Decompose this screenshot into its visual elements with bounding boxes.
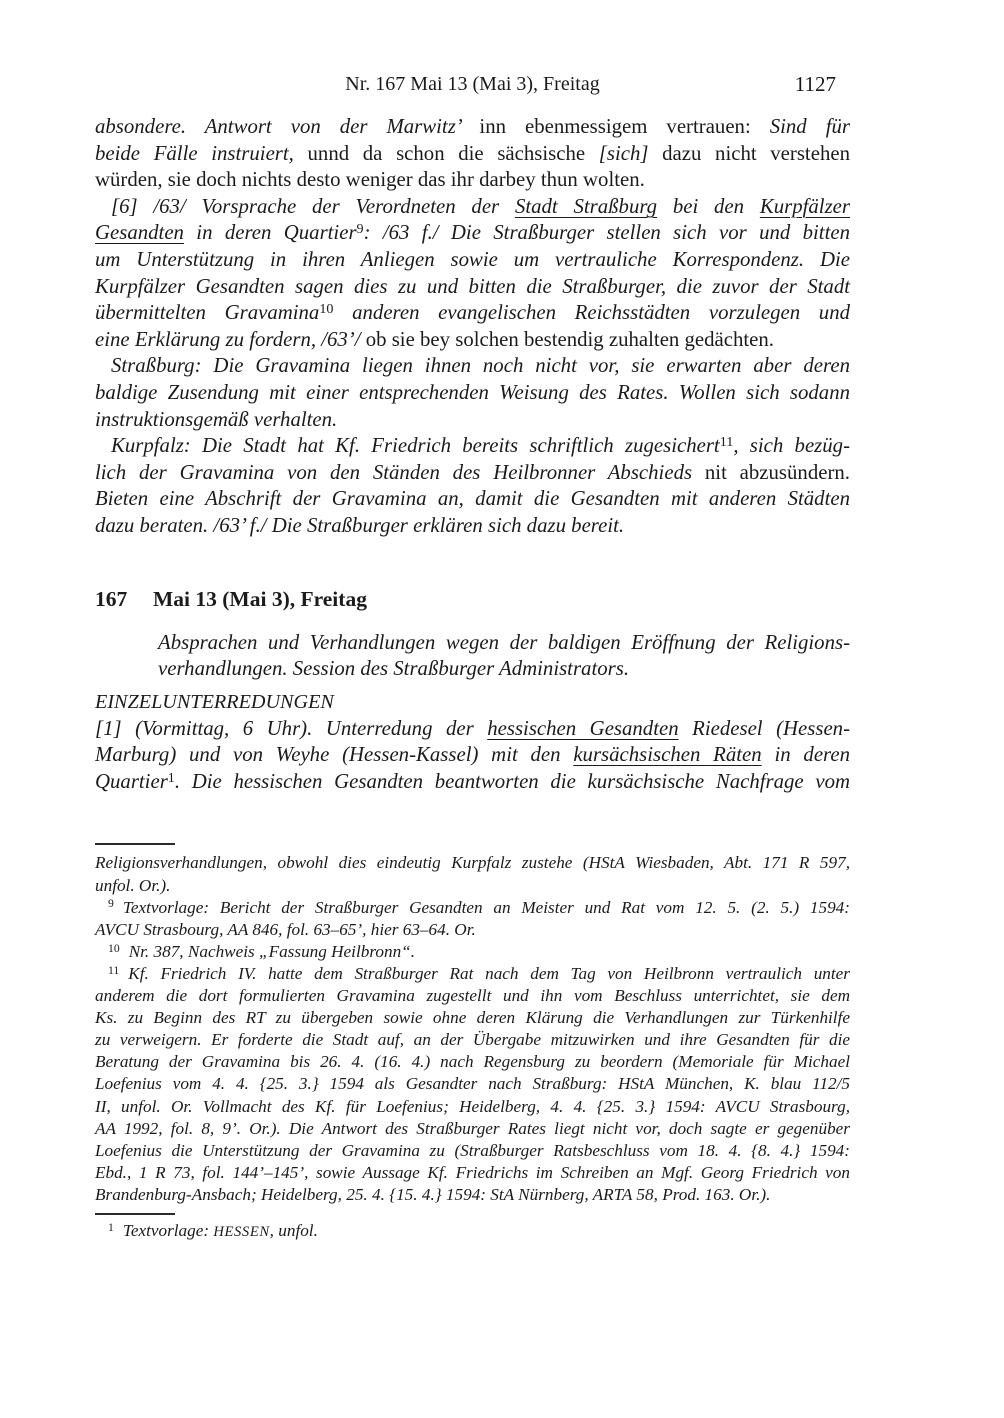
text-run: Kurpfälzer bbox=[759, 194, 850, 218]
text-run: baldige Zusendung mit einer entsprechenden Weisung des Rates. Wollen sich sodann bbox=[95, 380, 850, 404]
body-paragraph-2 bbox=[95, 194, 850, 354]
text-run: in deren Quartier bbox=[183, 221, 357, 245]
text-line bbox=[95, 274, 850, 301]
text-run: [1] (Vormittag, 6 Uhr). Unterredung der bbox=[95, 716, 488, 740]
text-run: unnd da schon die sächsische bbox=[307, 141, 599, 165]
text-line bbox=[95, 1220, 850, 1243]
text-run: Bieten eine Abschrift der Gravamina an, damit die Gesandten mit anderen Städten bbox=[95, 487, 850, 511]
entry-summary bbox=[95, 630, 850, 683]
text-line bbox=[95, 407, 850, 434]
text-line bbox=[95, 1162, 850, 1184]
text-line bbox=[158, 630, 850, 657]
text-run: [sich] bbox=[598, 141, 663, 165]
text-line bbox=[95, 1073, 850, 1095]
running-title: Nr. 167 Mai 13 (Mai 3), Freitag bbox=[345, 73, 600, 95]
entry-number: 167 bbox=[95, 586, 128, 611]
footnote-separator bbox=[95, 843, 175, 845]
text-run: Kurpfälzer Gesandten sagen dies zu und bitten die Straßburger, die zuvor der Stadt bbox=[95, 274, 850, 298]
text-line bbox=[95, 353, 850, 380]
footnote-reference: 1 bbox=[108, 1220, 114, 1234]
footnote-continuation bbox=[95, 852, 850, 896]
text-run: eine Erklärung zu fordern, /63’/ bbox=[95, 327, 366, 351]
text-run: würden, sie doch nichts desto weniger das ihr darbey thun wolten. bbox=[95, 168, 645, 192]
footnote-reference: 11 bbox=[719, 433, 734, 450]
text-run: Textvorlage: Bericht der Straßburger Gesandten an Meister und Rat vom 12. 5. (2. 5.) 1594: bbox=[122, 897, 850, 917]
text-run: bei den bbox=[657, 194, 760, 218]
text-run: unfol. Or.). bbox=[95, 875, 171, 895]
text-run: II, unfol. Or. Vollmacht des Kf. für Loefenius; Heidelberg, 4. 4. {25. 3.} 1594: AVCU Strasbourg, bbox=[95, 1096, 850, 1116]
text-line bbox=[95, 194, 850, 221]
footnote-11 bbox=[95, 963, 850, 1206]
text-line bbox=[95, 1007, 850, 1029]
text-line bbox=[95, 513, 850, 540]
text-line bbox=[95, 919, 850, 941]
text-line bbox=[95, 769, 850, 796]
text-line bbox=[95, 167, 850, 194]
text-run: AA 1992, fol. 8, 9’. Or.). Die Antwort des Straßburger Rates liegt nicht vor, doch sagte er gegenüber bbox=[95, 1118, 850, 1138]
text-line bbox=[95, 1051, 850, 1073]
text-run: kursächsischen Räten bbox=[573, 743, 762, 767]
text-line bbox=[95, 716, 850, 743]
text-line bbox=[95, 1140, 850, 1162]
entry-title: Mai 13 (Mai 3), Freitag bbox=[153, 586, 367, 611]
text-run: Religionsverhandlungen, obwohl dies eindeutig Kurpfalz zustehe (HStA Wiesbaden, Abt. 171 R 597, bbox=[95, 853, 850, 873]
text-run: AVCU Strasbourg, AA 846, fol. 63–65’, hier 63–64. Or. bbox=[95, 919, 476, 939]
text-run: Stadt Straßburg bbox=[514, 194, 658, 218]
text-line bbox=[95, 1118, 850, 1140]
text-line bbox=[95, 220, 850, 247]
text-run: anderem die dort formulierten Gravamina zugestellt und ihn vom Beschluss unterrichtet, sie dem bbox=[95, 986, 850, 1006]
text-run: hessischen Gesandten bbox=[487, 716, 679, 740]
main-text bbox=[95, 114, 850, 795]
text-run: : bbox=[744, 115, 770, 138]
text-run: Quartier bbox=[95, 769, 168, 793]
text-line bbox=[95, 1184, 850, 1206]
footnote-reference: 11 bbox=[108, 963, 120, 977]
text-run: Nr. 387, Nachweis „Fassung Heilbronn“. bbox=[128, 941, 416, 961]
text-run: . Die hessischen Gesandten beantworten die kursächsische Nachfrage vom bbox=[174, 769, 850, 793]
text-run: beide Fälle instruiert, bbox=[95, 141, 308, 165]
text-line bbox=[95, 380, 850, 407]
text-run: [6] /63/ Vorsprache der Verordneten der bbox=[111, 194, 515, 218]
text-line bbox=[95, 247, 850, 274]
text-line bbox=[95, 852, 850, 874]
text-line bbox=[95, 742, 850, 769]
text-run: verhandlungen. Session des Straßburger Administrators. bbox=[158, 657, 630, 681]
text-run: , unfol. bbox=[269, 1220, 318, 1240]
text-run: Beratung der Gravamina bis 26. 4. (16. 4.) nach Regensburg zu beordern (Memoriale für Michael bbox=[95, 1052, 850, 1072]
footnote-reference: 9 bbox=[108, 897, 114, 911]
text-run: dazu nicht verstehen bbox=[662, 141, 850, 165]
text-run: Brandenburg-Ansbach; Heidelberg, 25. 4. {15. 4.} 1594: StA Nürnberg, ARTA 58, Prod. 163. Or.). bbox=[95, 1184, 771, 1204]
text-line bbox=[95, 327, 850, 354]
text-run: Gesandten bbox=[95, 221, 184, 245]
text-line bbox=[95, 897, 850, 919]
page-number: 1127 bbox=[794, 72, 836, 96]
footnote-1 bbox=[95, 1220, 850, 1243]
text-run: übermittelten Gravamina bbox=[95, 301, 320, 325]
section-heading: EINZELUNTERREDUNGEN bbox=[95, 690, 334, 713]
text-run: zu verweigern. Er forderte die Stadt auf, an der Übergabe mitzuwirken und ihre Gesandten für die bbox=[95, 1030, 850, 1050]
body-paragraph-3 bbox=[95, 353, 850, 433]
text-run: lich der Gravamina von den Ständen des Heilbronner Abschieds bbox=[95, 460, 705, 484]
text-line bbox=[95, 941, 850, 963]
text-run: um Unterstützung in ihren Anliegen sowie um vertrauliche Korrespondenz. Die bbox=[95, 247, 850, 271]
text-run: inn ebenmessigem vertrauen bbox=[479, 115, 745, 138]
text-line bbox=[158, 656, 850, 683]
entry-paragraph bbox=[95, 716, 850, 796]
text-line bbox=[95, 300, 850, 327]
text-run: Textvorlage: bbox=[122, 1220, 214, 1240]
text-run: Loefenius vom 4. 4. {25. 3.} 1594 als Gesandter nach Straßburg: HStA München, K. blau 112/5 bbox=[95, 1074, 850, 1094]
footnote-10 bbox=[95, 941, 850, 963]
text-line bbox=[95, 875, 850, 897]
text-run: : /63 f./ Die Straßburger stellen sich vor und bitten bbox=[363, 221, 850, 245]
text-run: absondere. Antwort von der Marwitz’ bbox=[95, 115, 480, 138]
text-run: Straßburg: Die Gravamina liegen ihnen noch nicht vor, sie erwarten aber deren bbox=[111, 354, 850, 378]
text-run: Sind für bbox=[769, 115, 850, 138]
page-header bbox=[95, 72, 850, 98]
text-run: Kurpfalz: Die Stadt hat Kf. Friedrich bereits schriftlich zugesichert bbox=[111, 434, 720, 458]
body-paragraph-4 bbox=[95, 433, 850, 539]
text-run: Marburg) und von Weyhe (Hessen-Kassel) mit den bbox=[95, 743, 574, 767]
text-run: HESSEN bbox=[213, 1223, 270, 1240]
text-run: anderen evangelischen Reichsstädten vorzulegen und bbox=[333, 301, 850, 325]
footnote-reference: 10 bbox=[319, 300, 334, 317]
text-run: , sich bezüg- bbox=[733, 434, 850, 458]
text-run: ob sie bey solchen bestendig zuhalten gedächten. bbox=[365, 327, 775, 351]
text-run: Kf. Friedrich IV. hatte dem Straßburger Rat nach dem Tag von Heilbronn vertraulich unter bbox=[128, 963, 850, 983]
text-line bbox=[95, 141, 850, 168]
text-run: dazu beraten. /63’ f./ Die Straßburger erklären sich dazu bereit. bbox=[95, 513, 625, 537]
body-paragraph-1 bbox=[95, 114, 850, 194]
text-line bbox=[95, 114, 850, 141]
text-line bbox=[95, 963, 850, 985]
text-run: nit abzusündern. bbox=[704, 460, 850, 484]
text-run: Ks. zu Beginn des RT zu übergeben sowie ohne deren Klärung die Verhandlungen zur Türkenhilfe bbox=[95, 1008, 850, 1028]
text-run: Riedesel (Hessen- bbox=[678, 716, 850, 740]
text-line bbox=[95, 433, 850, 460]
footnote-reference: 10 bbox=[108, 941, 120, 955]
footnote-reference: 9 bbox=[356, 221, 364, 238]
text-line bbox=[95, 985, 850, 1007]
entry-heading bbox=[95, 586, 850, 612]
footnote-separator-2 bbox=[95, 1213, 175, 1215]
text-line bbox=[95, 1029, 850, 1051]
text-line bbox=[95, 460, 850, 487]
text-run: Absprachen und Verhandlungen wegen der baldigen Eröffnung der Religions- bbox=[158, 630, 850, 654]
footnote-9 bbox=[95, 897, 850, 941]
footnote-reference: 1 bbox=[167, 769, 175, 786]
text-run: Loefenius die Unterstützung der Gravamina zu (Straßburger Ratsbeschluss vom 18. 4. {8. 4.} 1594: bbox=[95, 1140, 850, 1160]
footnotes-area bbox=[95, 843, 850, 1243]
text-line bbox=[95, 486, 850, 513]
text-run: instruktionsgemäß verhalten. bbox=[95, 407, 338, 431]
text-line bbox=[95, 1096, 850, 1118]
text-run: Ebd., 1 R 73, fol. 144’–145’, sowie Aussage Kf. Friedrichs im Schreiben an Mgf. Georg Friedrich von bbox=[95, 1162, 850, 1182]
text-run: in deren bbox=[761, 743, 850, 767]
